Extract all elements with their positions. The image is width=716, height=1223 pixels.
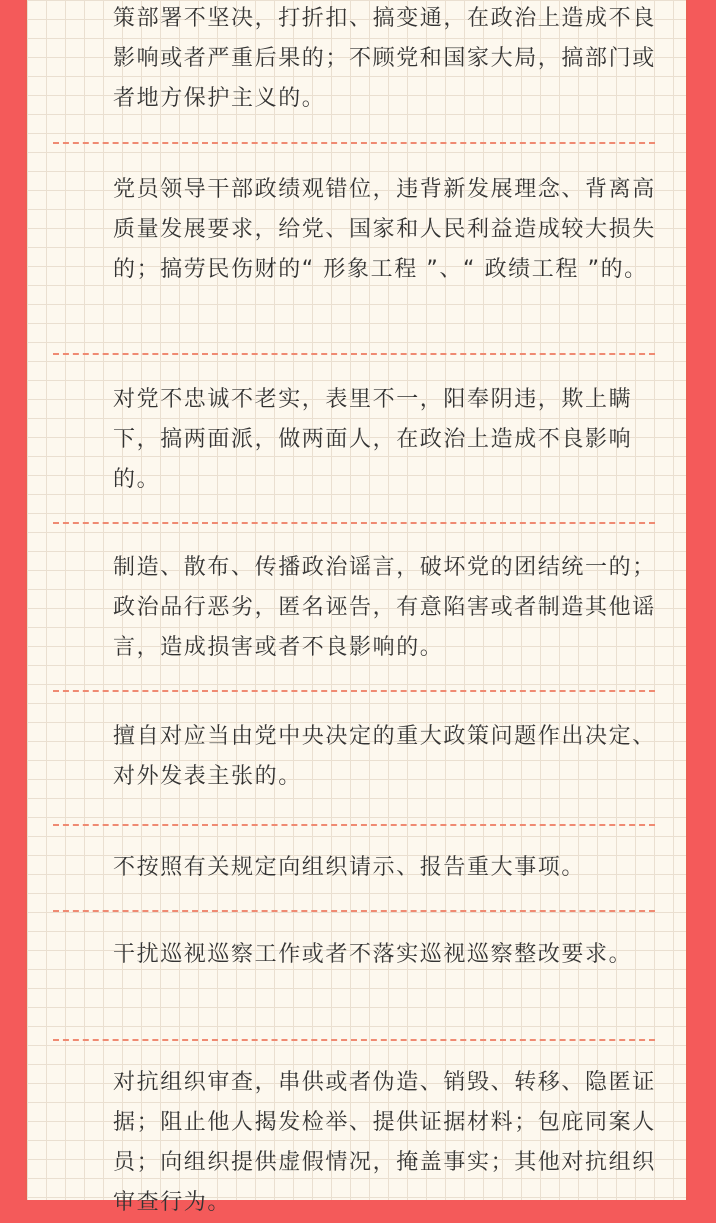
list-item: 擅自对应当由党中央决定的重大政策问题作出决定、对外发表主张的。	[113, 724, 656, 789]
dashed-divider	[53, 142, 655, 144]
dashed-divider	[53, 910, 655, 912]
notebook-paper	[25, 0, 688, 1215]
list-item: 不按照有关规定向组织请示、报告重大事项。	[113, 855, 586, 880]
list-item: 干扰巡视巡察工作或者不落实巡视巡察整改要求。	[113, 942, 633, 967]
list-item: 对党不忠诚不老实，表里不一，阳奉阴违，欺上瞒下，搞两面派，做两面人，在政治上造成不良影响的。	[113, 387, 633, 492]
list-item: 党员领导干部政绩观错位，违背新发展理念、背离高质量发展要求，给党、国家和人民利益造成较大损失的；搞劳民伤财的“ 形象工程 ”、“ 政绩工程 ”的。	[113, 177, 656, 282]
dashed-divider	[53, 690, 655, 692]
dashed-divider	[53, 824, 655, 826]
list-item: 对抗组织审查，串供或者伪造、销毁、转移、隐匿证据；阻止他人揭发检举、提供证据材料；包庇同案人员；向组织提供虚假情况，掩盖事实；其他对抗组织审查行为。	[113, 1070, 656, 1215]
dashed-divider	[53, 1039, 655, 1041]
list-item: 制造、散布、传播政治谣言，破坏党的团结统一的；政治品行恶劣，匿名诬告，有意陷害或者制造其他谣言，造成损害或者不良影响的。	[113, 555, 656, 660]
dashed-divider	[53, 522, 655, 524]
dashed-divider	[53, 353, 655, 355]
list-item: 策部署不坚决，打折扣、搞变通，在政治上造成不良影响或者严重后果的；不顾党和国家大局，搞部门或者地方保护主义的。	[113, 6, 656, 111]
